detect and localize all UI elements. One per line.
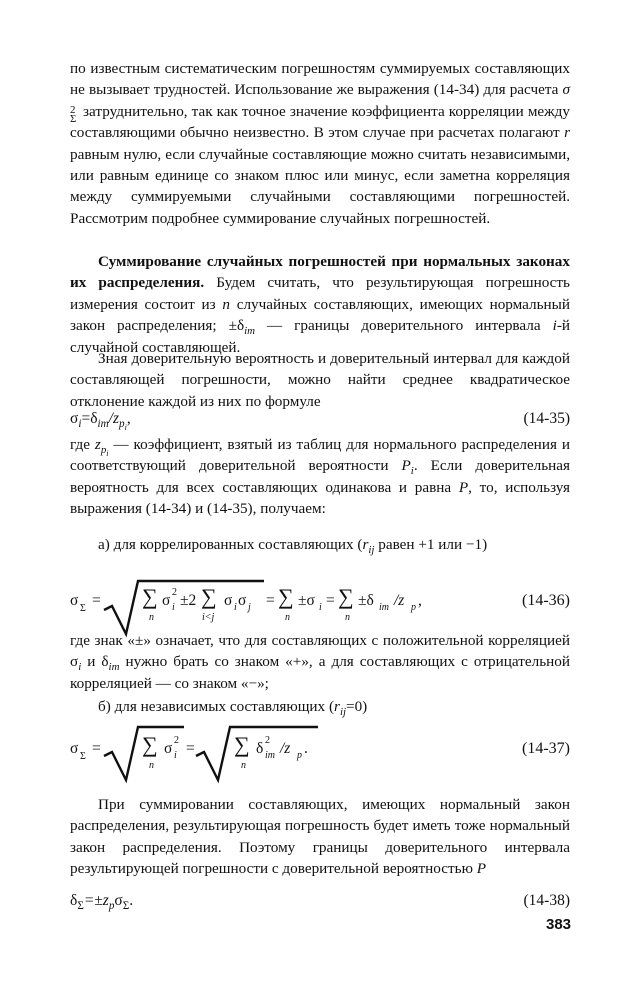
- eq38-z-sub: p: [108, 900, 115, 913]
- equation-14-36: [70, 578, 570, 638]
- p5-r: r: [362, 536, 369, 553]
- eq37-eq2: =: [186, 740, 195, 757]
- eq36-eq3: =: [326, 592, 335, 609]
- eq36-pm-delta: ±δ: [358, 592, 374, 609]
- eq36-z-sub: p: [411, 602, 416, 613]
- p7-text-b: =0): [346, 698, 368, 715]
- eq36-s2: σ: [224, 592, 233, 609]
- eq36-pm2: ±2: [180, 592, 197, 609]
- sum-symbol: ∑: [234, 732, 250, 757]
- paragraph-7: [70, 696, 570, 717]
- eq36-s3-sub: j: [248, 602, 251, 613]
- paragraph-8: [70, 794, 570, 880]
- eq36-s1-sub: i: [172, 602, 175, 613]
- p1-r: r: [564, 124, 570, 142]
- p2-n: n: [222, 295, 230, 313]
- p2-text-a: Будем считать, что результирующая погрешность измерения состоит из: [70, 274, 570, 313]
- p2-i: i: [552, 317, 557, 335]
- eq37-delta-sub: im: [265, 750, 275, 761]
- eq35-pi: i: [124, 423, 127, 433]
- paragraph-5: [70, 534, 570, 555]
- p2-text-d: -й случайной составляющей.: [70, 317, 570, 356]
- eq36-sigma: σ: [70, 592, 79, 609]
- equation-14-38: [70, 892, 570, 918]
- p6-text-b: нужно брать со знаком «+», а для составляющих с отрицательной корреляцией — со знаком «−»;: [70, 653, 570, 692]
- eq35-sigma: σ: [70, 410, 79, 427]
- eq37-sigma: σ: [70, 740, 79, 757]
- sum-symbol: ∑: [142, 584, 158, 609]
- p4-P: P: [401, 457, 411, 475]
- p4-z: z: [94, 436, 101, 453]
- eq38-sigma: σ: [114, 892, 123, 909]
- sigma-symbol: σ: [562, 81, 570, 99]
- eq36-s1-sup: 2: [172, 587, 177, 598]
- p6-and: и: [81, 653, 102, 671]
- eq37-z-sub: p: [297, 750, 302, 761]
- p5-text-b: равен +1 или −1): [374, 536, 488, 553]
- eq36-comma: ,: [418, 592, 422, 609]
- p1-text-b: затруднительно, так как точное значение коэффициента корреляции между составляющими обычно неизвестно. В этом случае при расчетах полагают: [70, 102, 570, 142]
- sum-symbol: ∑: [201, 584, 217, 609]
- eq36-s3: σ: [238, 592, 247, 609]
- eq37-sigma-sub: Σ: [80, 751, 86, 762]
- eq37-dot: .: [304, 740, 308, 757]
- p8-P: P: [476, 860, 486, 878]
- eq35-p: p: [119, 418, 125, 431]
- eq36-sum-n3: n: [285, 612, 290, 623]
- eq36-eq2: =: [266, 592, 275, 609]
- eq36-pm-sigma: ±σ: [298, 592, 315, 609]
- p7-ij: ij: [339, 706, 347, 719]
- eq36-s2-sub: i: [234, 602, 237, 613]
- eq37-s1: σ: [164, 740, 173, 757]
- eq36-s1: σ: [162, 592, 171, 609]
- sum-symbol: ∑: [278, 584, 294, 609]
- eq37-sum-n: n: [149, 760, 154, 771]
- eq36-sigma-sub: Σ: [80, 603, 86, 614]
- eq36-z: /z: [394, 592, 405, 609]
- p8-text: При суммировании составляющих, имеющих нормальный закон распределения, результирующая погрешность будет иметь тоже нормальный закон распределения. Поэтому границы доверительного интервала результирующей погрешности с доверительной вероятностью: [70, 796, 570, 878]
- eq35-eq-delta: =δ: [81, 410, 98, 427]
- p4-text-d: , то, используя выражения (14-34) и (14-35), получаем:: [70, 478, 570, 518]
- p2-text-c: — границы доверительного интервала: [255, 317, 553, 335]
- eq36-pm-delta-sub: im: [379, 602, 389, 613]
- eq38-number: (14-38): [523, 892, 570, 909]
- p2-im: im: [244, 325, 256, 338]
- p6-sigma-i: i: [78, 661, 82, 674]
- equation-14-35: [70, 410, 570, 436]
- p7-text-a: б) для независимых составляющих (: [98, 698, 335, 715]
- eq38-delta: δ: [70, 892, 78, 909]
- eq35-comma: ,: [126, 410, 131, 427]
- eq37-delta: δ: [256, 740, 264, 757]
- eq37-s1-sub: i: [174, 750, 177, 761]
- eq36-number: (14-36): [522, 592, 570, 609]
- eq36-eq1: =: [92, 592, 101, 609]
- sum-symbol: ∑: [338, 584, 354, 609]
- eq37-z: /z: [280, 740, 291, 757]
- eq35-z: /z: [108, 410, 120, 427]
- eq38-sigma-sub: Σ: [122, 900, 130, 913]
- eq38-pm-z: =±z: [83, 892, 109, 909]
- section-heading: Суммирование случайных погрешностей при нормальных законах их распределения.: [70, 253, 570, 292]
- p6-sigma: σ: [70, 653, 79, 671]
- p4-text-c: . Если доверительная вероятность для всех составляющих одинакова и равна: [70, 457, 570, 496]
- paragraph-1: по известным систематическим погрешностям суммируемых составляющих не вызывает трудностей. Использование же выражения (14-34) для расчета σ 2 Σ затруднительно, так как точное значение коэффициента корреляции между составляющими обычно неизвестно. В этом случае при расчетах полагают r равным нулю, если случайные составляющие можно считать независимыми, или равным единице со знаком плюс или минус, если заметна корреляция между суммируемыми случайными составляющими погрешностей. Рассмотрим подробнее суммирование случайных погрешностей.: [70, 60, 570, 227]
- eq36-sum-ij: i<j: [202, 612, 215, 623]
- p6-delta: δ: [101, 653, 109, 671]
- p1-text-c: равным нулю, если случайные составляющие можно считать независимыми, или равным единице со знаком плюс или минус, если заметна корреляция между суммируемыми случайными составляющими погрешностей. Рассмотрим подробнее суммирование случайных погрешностей.: [70, 145, 570, 227]
- paragraph-6: [70, 630, 570, 694]
- eq36-sum-n4: n: [345, 612, 350, 623]
- page-number: 383: [546, 916, 572, 933]
- p4-p: p: [100, 444, 107, 457]
- eq36-pm-sigma-sub: i: [319, 602, 322, 613]
- eq36-sum-n: n: [149, 612, 154, 623]
- eq35-im: im: [97, 418, 109, 431]
- eq37-s1-sup: 2: [174, 735, 179, 746]
- sum-symbol: ∑: [142, 732, 158, 757]
- p2-text-b: случайных составляющих, имеющих нормальный закон распределения;: [70, 295, 570, 335]
- eq38-delta-sub: Σ: [77, 900, 84, 913]
- p1-text-a: по известным систематическим погрешностям суммируемых составляющих не вызывает трудностей. Использование же выражения (14-34) для расчета: [70, 60, 570, 99]
- eq37-number: (14-37): [522, 740, 570, 757]
- p6-delta-im: im: [108, 661, 120, 674]
- paragraph-4: [70, 434, 570, 520]
- p2-pm-delta: ±δ: [228, 317, 245, 335]
- p4-text-b: — коэффициент, взятый из таблиц для нормального распределения и соответствующий доверительной вероятности: [70, 436, 570, 475]
- equation-14-37: [70, 722, 570, 782]
- eq37-eq1: =: [92, 740, 101, 757]
- p4-text-a: где: [70, 436, 95, 453]
- p3-text: Зная доверительную вероятность и доверительный интервал для каждой составляющей погрешности, можно найти среднее квадратическое отклонение каждой из них по формуле: [70, 350, 570, 410]
- eq35-number: (14-35): [523, 410, 570, 427]
- p5-text-a: а) для коррелированных составляющих (: [98, 536, 363, 553]
- p7-r: r: [334, 698, 340, 715]
- p5-ij: ij: [368, 544, 375, 557]
- p4-P2: P: [458, 478, 469, 496]
- eq35-i: i: [78, 418, 82, 431]
- paragraph-3: [70, 348, 570, 412]
- eq38-dot: .: [129, 892, 134, 909]
- p4-pi: i: [106, 449, 109, 459]
- paragraph-2: [70, 251, 570, 358]
- p6-text-a: где знак «±» означает, что для составляющих с положительной корреляцией: [70, 632, 570, 649]
- p4-pi2: i: [410, 465, 414, 478]
- eq37-delta-sup: 2: [265, 735, 270, 746]
- eq37-sum-n2: n: [241, 760, 246, 771]
